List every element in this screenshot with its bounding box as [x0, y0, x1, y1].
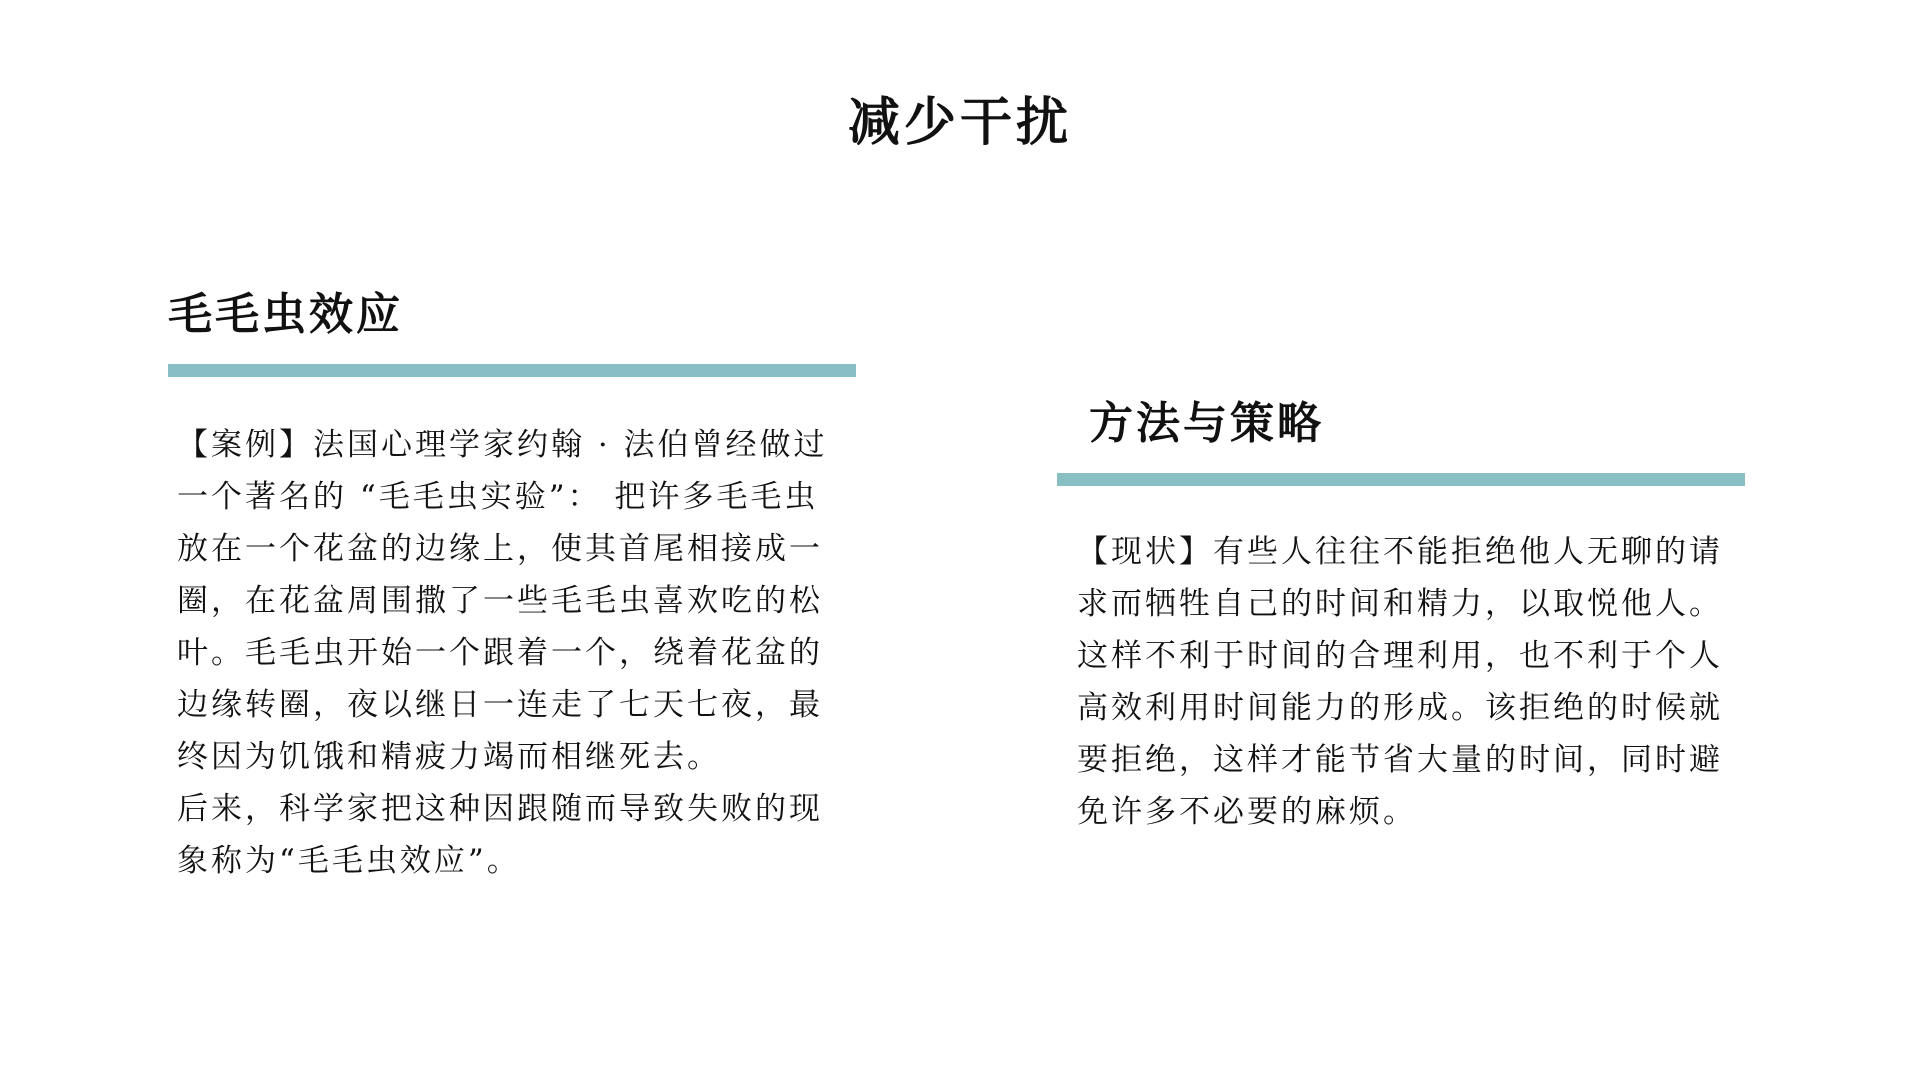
section-heading: 方法与策略: [1089, 398, 1324, 449]
section-methods-strategies: [1057, 395, 1747, 838]
section-body: [1057, 526, 1747, 838]
status-paragraph: 【现状】有些人往往不能拒绝他人无聊的请求而牺牲自己的时间和精力，以取悦他人。这样不利于时间的合理利用，也不利于个人高效利用时间能力的形成。该拒绝的时候就要拒绝，这样才能节省大量的时间，同时避免许多不必要的麻烦。: [1077, 534, 1723, 830]
conclusion-paragraph: 后来，科学家把这种因跟随而导致失败的现象称为“毛毛虫效应”。: [177, 791, 823, 879]
slide-title: 减少干扰: [847, 92, 1072, 153]
case-paragraph: 【案例】法国心理学家约翰 · 法伯曾经做过一个著名的 “毛毛虫实验”： 把许多毛毛虫放在一个花盆的边缘上，使其首尾相接成一圈，在花盆周围撒了一些毛毛虫喜欢吃的松叶。毛毛虫开始一个跟着一个，绕着花盆的边缘转圈，夜以继日一连走了七天七夜，最终因为饥饿和精疲力竭而相继死去。: [177, 427, 828, 775]
section-body: [168, 419, 858, 887]
heading-underline-bar: [168, 364, 856, 377]
section-heading: 毛毛虫效应: [168, 289, 403, 340]
heading-underline-bar: [1057, 473, 1745, 486]
section-caterpillar-effect: [168, 286, 858, 887]
